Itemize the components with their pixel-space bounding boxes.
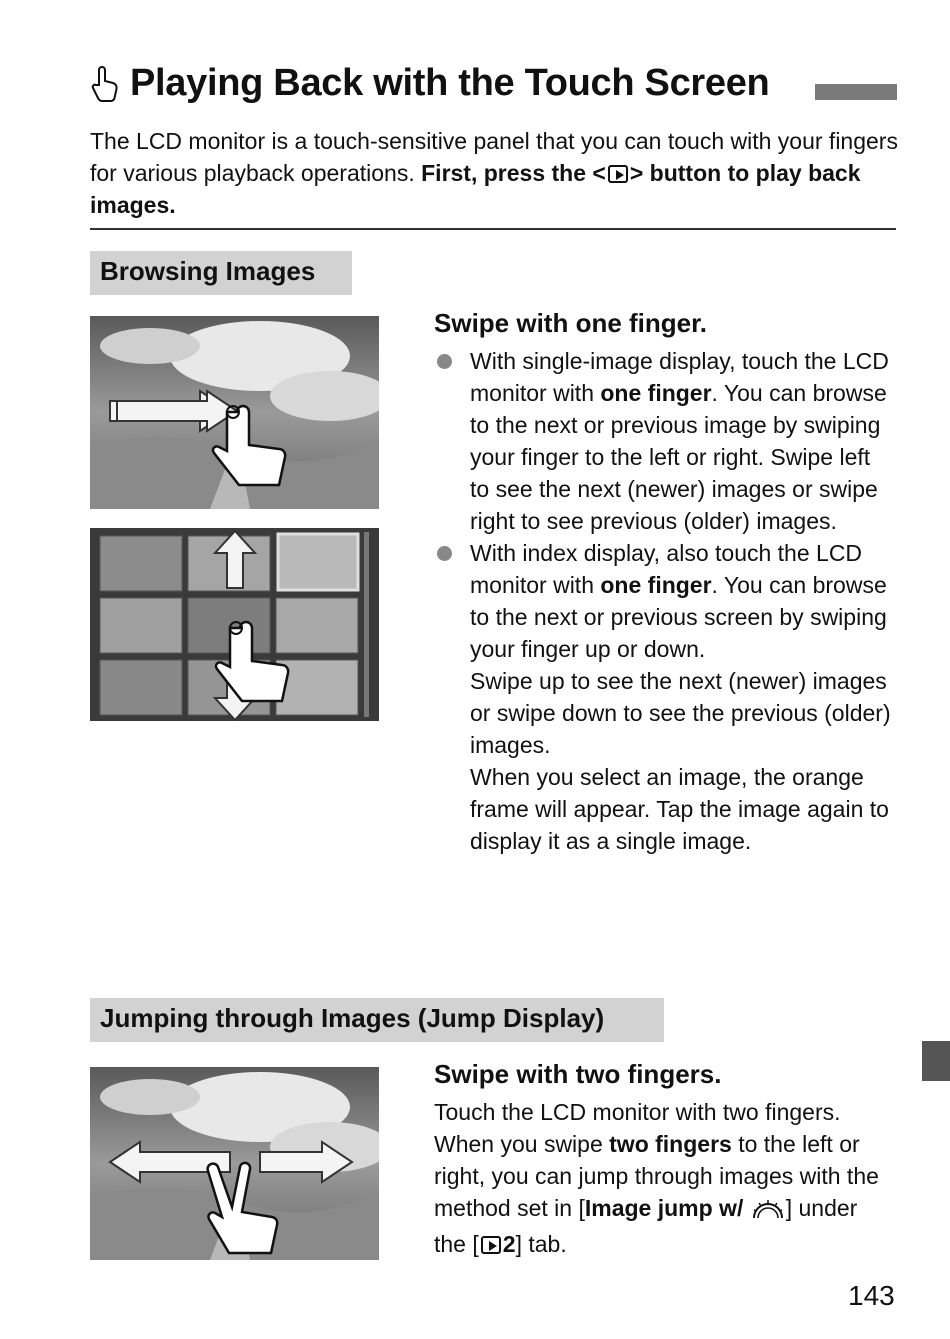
browsing-instructions	[434, 345, 894, 857]
page-title	[90, 62, 769, 105]
index-note-1: Swipe up to see the next (newer) images or swipe down to see the previous (older) images.	[470, 668, 891, 758]
two-finger-swipe-photo	[90, 1067, 379, 1260]
touch-hand-icon	[90, 65, 120, 103]
section-heading-browsing: Browsing Images	[90, 251, 352, 295]
intro-bold-a: First, press the <	[421, 160, 606, 186]
title-decoration-bar	[815, 84, 897, 100]
main-dial-icon	[750, 1196, 786, 1228]
bullet-index-display: With index display, also touch the LCD monitor with one finger. You can browse to the next or previous screen by swiping your finger up or down.	[434, 537, 894, 665]
index-display-swipe-vertical-photo	[90, 528, 379, 721]
browsing-subheading: Swipe with one finger.	[434, 308, 708, 338]
playback-button-icon	[608, 165, 628, 183]
bullet-single-image: With single-image display, touch the LCD monitor with one finger. You can browse to the next or previous image by swiping your finger to the left or right. Swipe left to see the next (newer) images or swipe right to see previous (older) images.	[434, 345, 894, 537]
swipe-horizontal-photo	[90, 316, 379, 509]
playback-tab-icon	[481, 1236, 501, 1254]
intro-paragraph	[90, 125, 900, 221]
section-heading-jump: Jumping through Images (Jump Display)	[90, 998, 664, 1042]
intro-bold-b: > button to play back images.	[90, 160, 861, 218]
intro-text: The LCD monitor is a touch-sensitive panel that you can touch with your fingers for various playback operations.	[90, 128, 898, 186]
chapter-side-tab	[922, 1041, 950, 1081]
index-note-2: When you select an image, the orange frame will appear. Tap the image again to display it as a single image.	[470, 764, 889, 854]
jump-instructions: Touch the LCD monitor with two fingers. When you swipe two fingers to the left or right, you can jump through images with the method set in [Image jump w/ ] under the [ 2] tab.	[434, 1099, 879, 1257]
page-number: 143	[848, 1280, 895, 1311]
jump-subheading: Swipe with two fingers.	[434, 1059, 722, 1089]
page-title-text: Playing Back with the Touch Screen	[130, 62, 770, 104]
divider-rule	[90, 228, 896, 230]
